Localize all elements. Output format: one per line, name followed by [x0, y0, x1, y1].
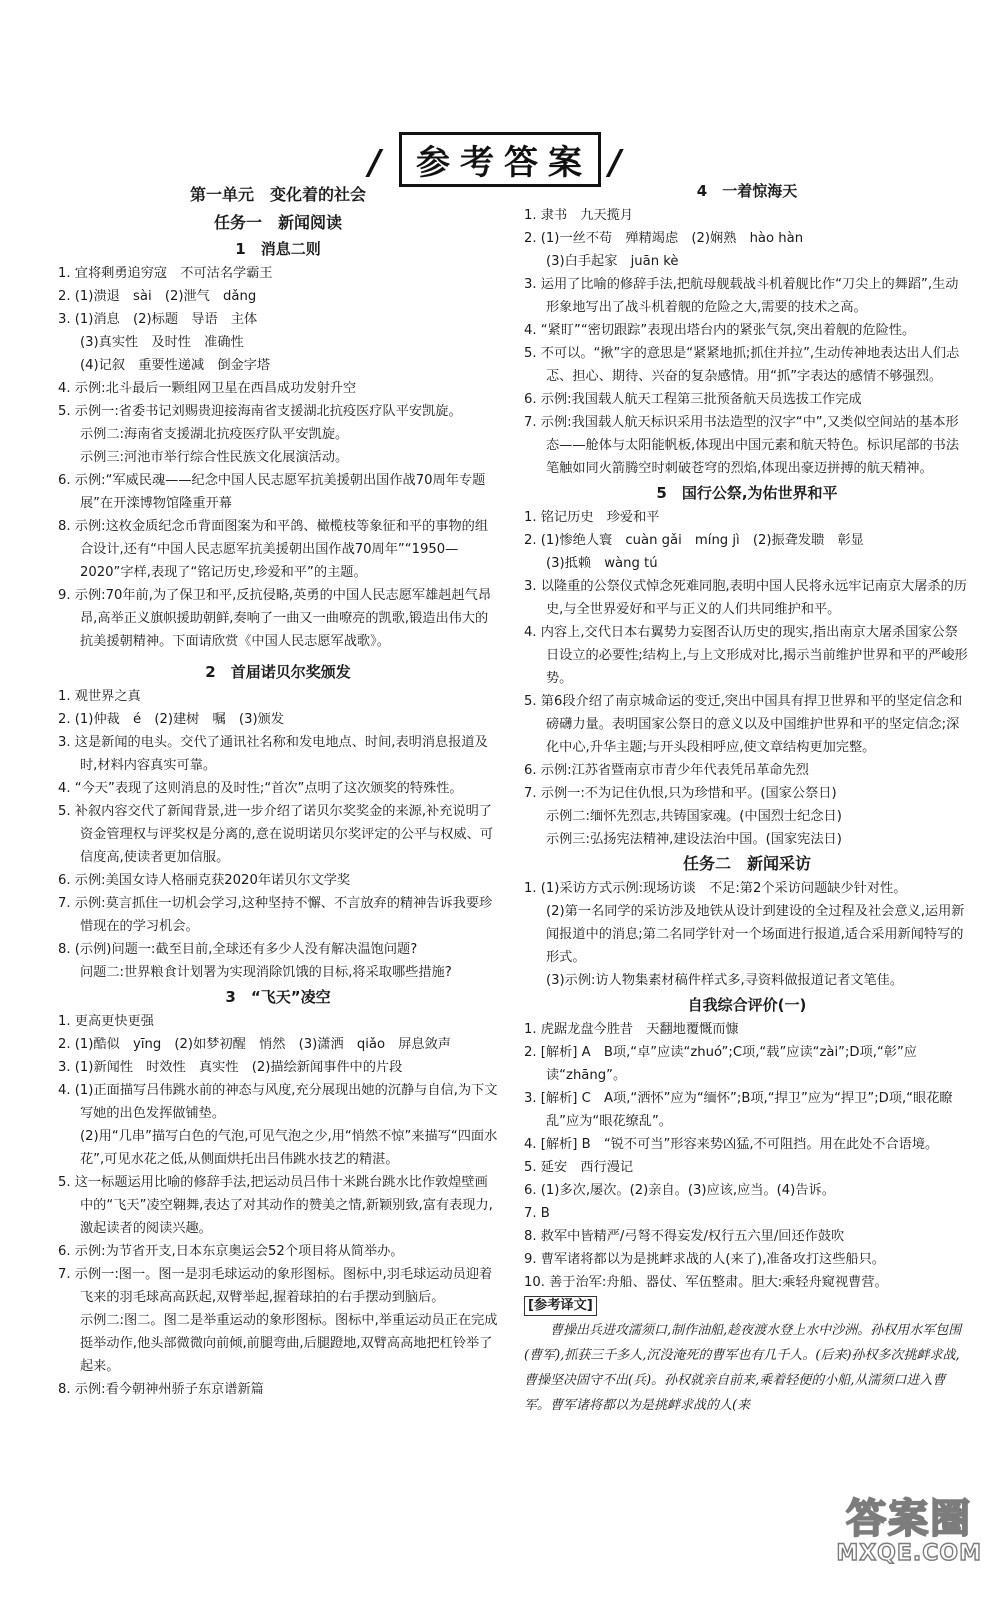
- answer-line: 示例二:缅怀先烈志,共铸国家魂。(中国烈士纪念日): [546, 809, 842, 824]
- answer-line: 5. 不可以。“揪”字的意思是“紧紧地抓;抓住并拉”,生动传神地表达出人们忐忑、担心、期待、兴奋的复杂感情。用“抓”字表达的感情不够强烈。: [524, 346, 960, 384]
- answer-line: 7. 示例一:图一。图一是羽毛球运动的象形图标。图标中,羽毛球运动员迎着飞来的羽毛球高高跃起,双臂举起,握着球拍的右手摆动到脑后。: [58, 1267, 493, 1305]
- answer-line: 3. (1)新闻性 时效性 真实性 (2)描绘新闻事件中的片段: [58, 1060, 403, 1075]
- section-heading-3: 3 “飞天”凌空: [225, 988, 331, 1006]
- right-column: [524, 178, 970, 1418]
- answer-line: (3)真实性 及时性 准确性: [80, 335, 244, 350]
- unit-heading: 第一单元 变化着的社会: [189, 185, 366, 204]
- answer-line: 8. (示例)问题一:截至目前,全球还有多少人没有解决温饱问题?: [58, 942, 418, 957]
- answer-line: 10. 善于治军:舟船、器仗、军伍整肃。胆大:乘轻舟窥视曹营。: [524, 1275, 888, 1290]
- section-heading-4: 4 一着惊海天: [696, 182, 798, 200]
- answer-line: 4. “今天”表现了这则消息的及时性;“首次”点明了这次颁奖的特殊性。: [58, 781, 463, 796]
- answer-line: 6. (1)多次,屡次。(2)亲自。(3)应该,应当。(4)告诉。: [524, 1183, 835, 1198]
- task2-heading: 任务二 新闻采访: [682, 854, 811, 873]
- answer-line: 示例三:弘扬宪法精神,建设法治中国。(国家宪法日): [546, 832, 842, 847]
- answer-line: 2. [解析] A B项,“卓”应读“zhuó”;C项,“载”应读“zài”;D项,“彰”应读“zhāng”。: [524, 1045, 917, 1083]
- answer-line: 6. 示例:美国女诗人格丽克获2020年诺贝尔文学奖: [58, 873, 351, 888]
- section-1-answers: [58, 262, 498, 653]
- answer-line: 问题二:世界粮食计划署为实现消除饥饿的目标,将采取哪些措施?: [80, 965, 452, 980]
- answer-line: (3)抵赖 wàng tú: [546, 556, 658, 571]
- watermark-logo-text: 答案圈: [846, 1496, 973, 1542]
- self-eval-answers: [524, 1018, 970, 1294]
- answer-line: 9. 曹军诸将都以为是挑衅求战的人(来了),准备攻打这些船只。: [524, 1252, 885, 1267]
- answer-line: 1. 虎踞龙盘今胜昔 天翻地覆慨而慷: [524, 1022, 739, 1037]
- answer-line: 1. (1)采访方式示例:现场访谈 不足:第2个采访问题缺少针对性。: [524, 881, 907, 896]
- answer-line: 1. 观世界之真: [58, 689, 141, 704]
- task2-answers: [524, 877, 970, 992]
- answer-line: (4)记叙 重要性递减 倒金字塔: [80, 358, 271, 373]
- answer-line: 7. 示例一:不为记住仇恨,只为珍惜和平。(国家公祭日): [524, 786, 837, 801]
- left-column: [58, 178, 498, 1401]
- answer-line: 7. 示例:莫言抓住一切机会学习,这种坚持不懈、不言放弃的精神告诉我要珍惜现在的学习机会。: [58, 896, 493, 934]
- answer-line: 8. 救军中皆精严/弓弩不得妄发/权行五六里/回还作鼓吹: [524, 1229, 845, 1244]
- answer-line: 示例三:河池市举行综合性民族文化展演活动。: [80, 450, 349, 465]
- section-3-answers: [58, 1010, 498, 1401]
- answer-line: 1. 宜将剩勇追穷寇 不可沽名学霸王: [58, 266, 273, 281]
- answer-line: 3. (1)消息 (2)标题 导语 主体: [58, 312, 258, 327]
- section-2-answers: [58, 685, 498, 984]
- answer-line: 8. 示例:看今朝神州骄子东京谱新篇: [58, 1382, 264, 1397]
- answer-line: (2)用“几串”描写白色的气泡,可见气泡之少,用“悄然不惊”来描写“四面水花”,可见水花之低,从侧面烘托出吕伟跳水技艺的精湛。: [80, 1129, 498, 1167]
- answer-line: 5. 这一标题运用比喻的修辞手法,把运动员吕伟十米跳台跳水比作敦煌壁画中的“飞天”凌空翱舞,表达了对其动作的赞美之情,新颖别致,富有表现力,激起读者的阅读兴趣。: [58, 1175, 493, 1236]
- reference-translation-label: [参考译文]: [524, 1296, 597, 1316]
- answer-line: 2. (1)溃退 sài (2)泄气 dǎng: [58, 289, 257, 304]
- section-4-answers: [524, 204, 970, 480]
- answer-line: 5. 第6段介绍了南京城命运的变迁,突出中国具有捍卫世界和平的坚定信念和磅礴力量。表明国家公祭日的意义以及中国维护世界和平的坚定信念;深化中心,升华主题;与开头段相呼应,使文章结构更加完整。: [524, 694, 963, 755]
- title-slash-right: /: [609, 143, 632, 183]
- answer-line: 7. 示例:我国载人航天标识采用书法造型的汉字“中”,又类似空间站的基本形态——舱体与太阳能帆板,体现出中国元素和航天特色。标识尾部的书法笔触如同火箭腾空时刺破苍穹的烈焰,体现出豪迈拼搏的航天精神。: [524, 415, 960, 476]
- answer-line: (3)白手起家 juān kè: [546, 254, 679, 269]
- answer-line: 4. 示例:北斗最后一颗组网卫星在西昌成功发射升空: [58, 381, 357, 396]
- answer-line: 2. (1)惨绝人寰 cuàn gǎi míng jì (2)振聋发聩 彰显: [524, 533, 864, 548]
- answer-line: 4. [解析] B “锐不可当”形容来势凶猛,不可阻挡。用在此处不合语境。: [524, 1137, 939, 1152]
- answer-line: 9. 示例:70年前,为了保卫和平,反抗侵略,英勇的中国人民志愿军雄赳赳气昂昂,高举正义旗帜援助朝鲜,奏响了一曲又一曲嘹亮的凯歌,锻造出伟大的抗美援朝精神。下面请欣赏《中国人民志愿军战歌》。: [58, 588, 492, 649]
- section-heading-2: 2 首届诺贝尔奖颁发: [205, 663, 351, 681]
- section-heading-1: 1 消息二则: [235, 240, 321, 258]
- watermark: [836, 1497, 982, 1566]
- answer-line: 1. 更高更快更强: [58, 1014, 154, 1029]
- answer-line: (3)示例:访人物集素材稿件样式多,寻资料做报道记者文笔佳。: [546, 973, 904, 988]
- answer-line: 6. 示例:为节省开支,日本东京奥运会52个项目将从简举办。: [58, 1244, 404, 1259]
- answer-line: 2. (1)一丝不苟 殚精竭虑 (2)娴熟 hào hàn: [524, 231, 804, 246]
- answer-line: 1. 铭记历史 珍爱和平: [524, 510, 660, 525]
- answer-line: 3. [解析] C A项,“洒怀”应为“缅怀”;B项,“捍卫”应为“捍卫”;D项,“眼花瞭乱”应为“眼花缭乱”。: [524, 1091, 953, 1129]
- answer-line: (2)第一名同学的采访涉及地铁从设计到建设的全过程及社会意义,运用新闻报道中的消息;第二名同学针对一个场面进行报道,适合采用新闻特写的形式。: [546, 904, 965, 965]
- answer-line: 6. 示例:“军威民魂——纪念中国人民志愿军抗美援朝出国作战70周年专题展”在开滦博物馆隆重开幕: [58, 473, 486, 511]
- answer-line: 4. 内容上,交代日本右翼势力妄图否认历史的现实,指出南京大屠杀国家公祭日设立的必要性;结构上,与上文形成对比,揭示当前维护世界和平的严峻形势。: [524, 625, 968, 686]
- title-box: 参考答案: [399, 132, 601, 187]
- reference-translation-text: 曹操出兵进攻濡须口,制作油船,趁夜渡水登上水中沙洲。孙权用水军包围(曹军),抓获三千多人,沉没淹死的曹军也有几千人。(后来)孙权多次挑衅求战,曹操坚决固守不出(兵)。孙权就亲自前来,乘着轻便的小船,从濡须口进入曹军。曹军诸将都以为是挑衅求战的人(来: [524, 1323, 962, 1413]
- answer-line: 3. 以隆重的公祭仪式悼念死难同胞,表明中国人民将永远牢记南京大屠杀的历史,与全世界爱好和平与正义的人们共同维护和平。: [524, 579, 967, 617]
- answer-line: 7. B: [524, 1206, 550, 1221]
- answer-line: 示例二:海南省支援湖北抗疫医疗队平安凯旋。: [80, 427, 349, 442]
- answer-line: 5. 补叙内容交代了新闻背景,进一步介绍了诺贝尔奖奖金的来源,补充说明了资金管理权与评奖权是分离的,意在说明诺贝尔奖评定的公平与权威、可信度高,使读者更加信服。: [58, 804, 494, 865]
- self-eval-heading: 自我综合评价(一): [687, 996, 807, 1014]
- answer-line: 8. 示例:这枚金质纪念币背面图案为和平鸽、橄榄枝等象征和平的事物的组合设计,还有“中国人民志愿军抗美援朝出国作战70周年”“1950—2020”字样,表现了“铭记历史,珍爱和平”的主题。: [58, 519, 489, 580]
- answer-line: 4. “紧盯”“密切跟踪”表现出塔台内的紧张气氛,突出着舰的危险性。: [524, 323, 916, 338]
- answer-line: 6. 示例:江苏省暨南京市青少年代表凭吊革命先烈: [524, 763, 809, 778]
- section-5-answers: [524, 506, 970, 851]
- answer-line: 1. 隶书 九天揽月: [524, 208, 634, 223]
- answer-line: 6. 示例:我国载人航天工程第三批预备航天员选拔工作完成: [524, 392, 862, 407]
- answer-line: 3. 这是新闻的电头。交代了通讯社名称和发电地点、时间,表明消息报道及时,材料内容真实可靠。: [58, 735, 488, 773]
- answer-line: 示例二:图二。图二是举重运动的象形图标。图标中,举重运动员正在完成挺举动作,他头部微微向前倾,前腿弯曲,后腿蹬地,双臂高高地把杠铃举了起来。: [80, 1313, 498, 1374]
- answer-line: 2. (1)仲裁 é (2)建树 嘱 (3)颁发: [58, 712, 284, 727]
- answer-line: 5. 示例一:省委书记刘赐贵迎接海南省支援湖北抗疫医疗队平安凯旋。: [58, 404, 462, 419]
- section-heading-5: 5 国行公祭,为佑世界和平: [656, 484, 838, 502]
- answer-line: 2. (1)酷似 yīng (2)如梦初醒 悄然 (3)潇洒 qiǎo 屏息敛声: [58, 1037, 451, 1052]
- answer-line: 3. 运用了比喻的修辞手法,把航母舰载战斗机着舰比作“刀尖上的舞蹈”,生动形象地写出了战斗机着舰的危险之大,需要的技术之高。: [524, 277, 959, 315]
- title-slash-left: /: [368, 143, 391, 183]
- answer-line: 4. (1)正面描写吕伟跳水前的神态与风度,充分展现出她的沉静与自信,为下文写她的出色发挥做铺垫。: [58, 1083, 498, 1121]
- answer-line: 5. 延安 西行漫记: [524, 1160, 634, 1175]
- watermark-url: MXQE.COM: [836, 1541, 982, 1566]
- task1-heading: 任务一 新闻阅读: [213, 213, 342, 232]
